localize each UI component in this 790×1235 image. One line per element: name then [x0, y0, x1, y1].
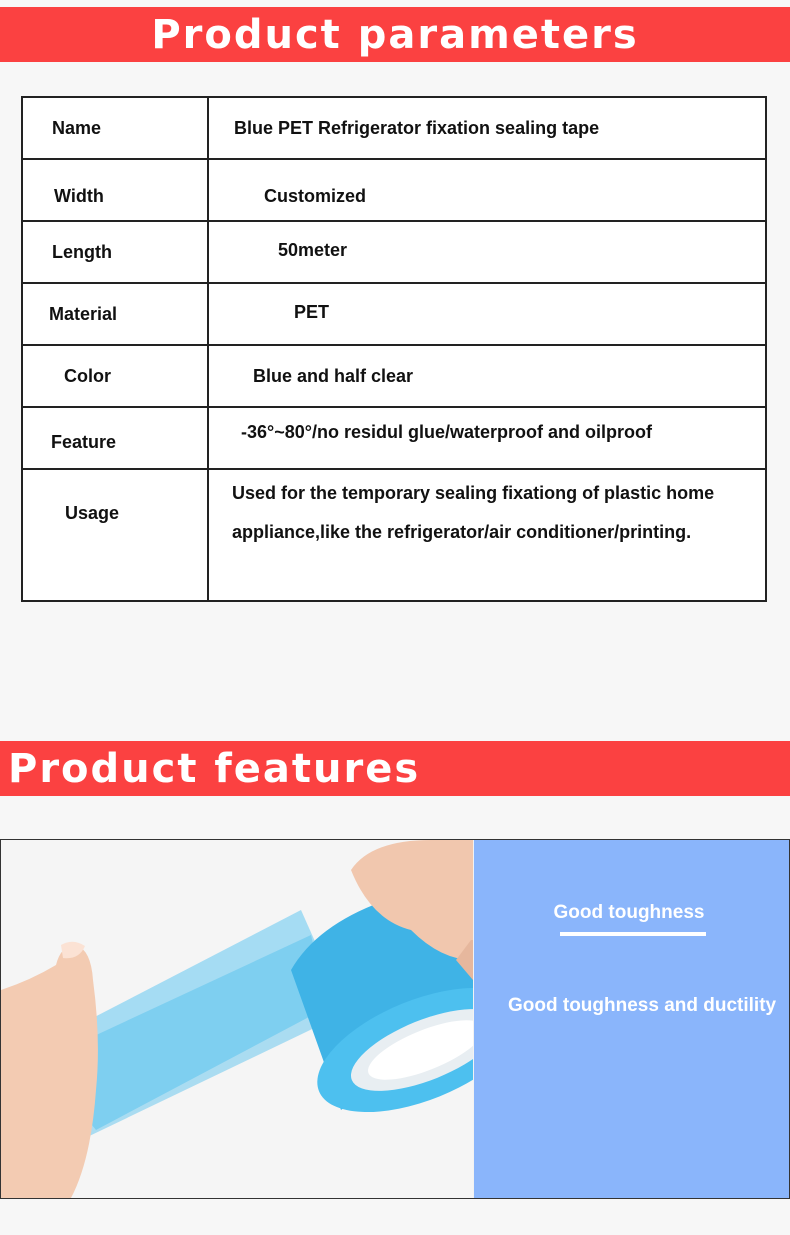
param-value-cell	[208, 159, 766, 221]
table-row	[22, 407, 766, 469]
product-features-heading: Product features	[8, 745, 421, 792]
features-section	[0, 839, 790, 1199]
param-key-width: Width	[54, 185, 104, 206]
param-value-cell	[208, 97, 766, 159]
param-key-usage: Usage	[65, 502, 120, 523]
param-key-material: Material	[49, 303, 118, 324]
feature-description: Good toughness and ductility	[508, 995, 777, 1016]
param-key-cell	[22, 97, 208, 159]
table-row	[22, 159, 766, 221]
feature-title-underline	[560, 932, 706, 936]
feature-panel	[474, 840, 790, 1198]
usage-line-1: Used for the temporary sealing fixationg of plastic home	[232, 483, 715, 503]
parameters-table	[21, 96, 767, 602]
tape-photo	[1, 840, 473, 1198]
param-value-name: Blue PET Refrigerator fixation sealing tape	[234, 117, 600, 138]
table-row	[22, 283, 766, 345]
param-key-cell	[22, 469, 208, 601]
product-parameters-heading: Product parameters	[151, 11, 639, 58]
param-value-material: PET	[294, 301, 330, 322]
table-row	[22, 345, 766, 407]
param-value-cell	[208, 469, 766, 601]
table-row	[22, 221, 766, 283]
param-value-width: Customized	[264, 185, 367, 206]
param-key-cell	[22, 159, 208, 221]
usage-line-2: appliance,like the refrigerator/air conditioner/printing.	[232, 522, 692, 542]
param-value-feature: -36°~80°/no residul glue/waterproof and oilproof	[241, 421, 652, 442]
param-key-name: Name	[52, 117, 102, 138]
feature-title: Good toughness	[553, 902, 705, 923]
product-features-banner	[0, 741, 790, 796]
param-value-cell	[208, 221, 766, 283]
product-parameters-banner	[0, 7, 790, 62]
param-key-cell	[22, 283, 208, 345]
table-row	[22, 469, 766, 601]
tape-roll-illustration	[1, 840, 473, 1198]
param-key-feature: Feature	[51, 431, 117, 452]
param-key-color: Color	[64, 365, 111, 386]
param-value-color: Blue and half clear	[253, 365, 414, 386]
param-value-cell	[208, 345, 766, 407]
param-key-cell	[22, 345, 208, 407]
param-value-cell	[208, 283, 766, 345]
param-key-cell	[22, 407, 208, 469]
param-key-cell	[22, 221, 208, 283]
table-row	[22, 97, 766, 159]
param-value-cell	[208, 407, 766, 469]
param-value-length: 50meter	[278, 239, 348, 260]
param-key-length: Length	[52, 241, 112, 262]
